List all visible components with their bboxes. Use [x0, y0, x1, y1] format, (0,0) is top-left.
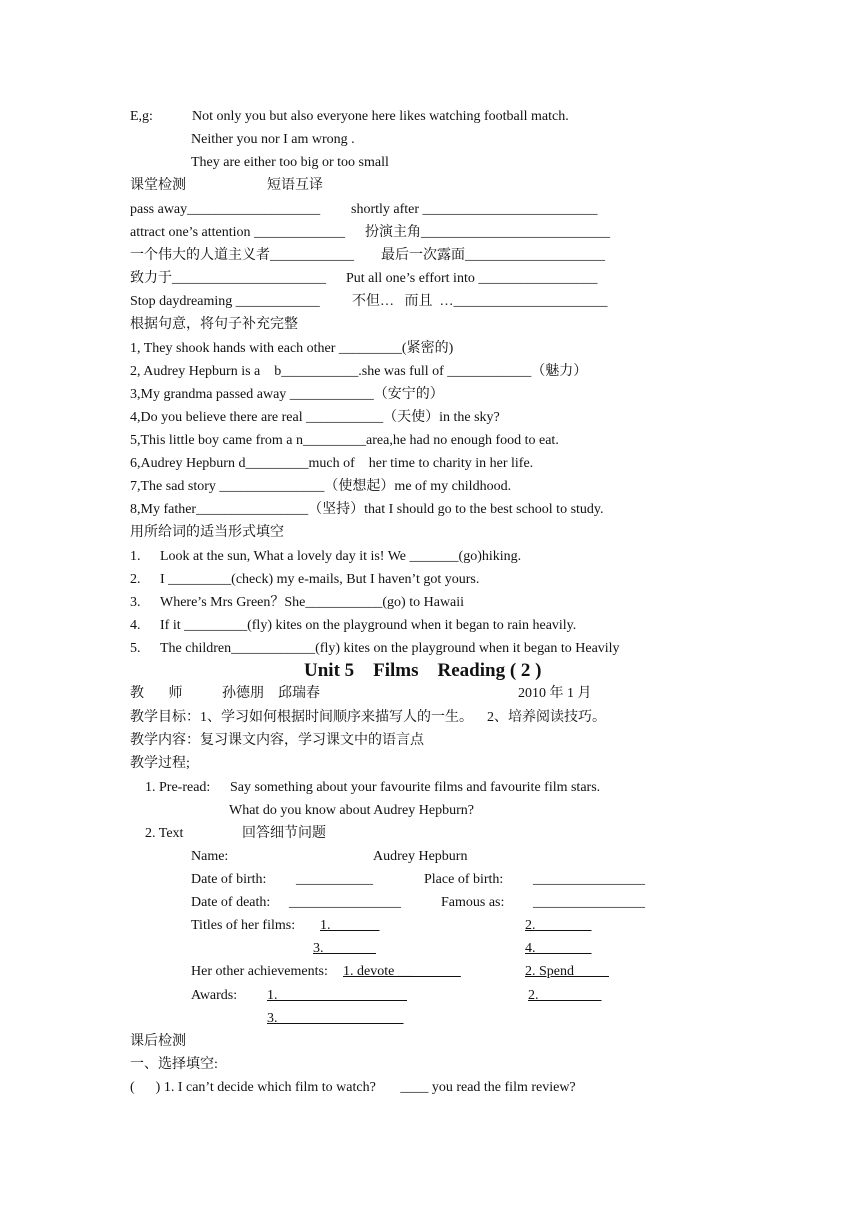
award-blank: 2. — [528, 988, 602, 1003]
after-subheading: 一、选择填空: — [130, 1057, 218, 1072]
complete-heading: 根据句意，将句子补充完整 — [130, 317, 298, 332]
forms-item: The children____________(fly) kites on the playground when it began to Heavily — [160, 641, 620, 656]
forms-item: Look at the sun, What a lovely day it is! We _______(go)hiking. — [160, 549, 522, 564]
choice-question-1: ( ) 1. I can’t decide which film to watch? ____ you read the film review? — [130, 1080, 576, 1095]
forms-heading: 用所给词的适当形式填空 — [130, 525, 284, 540]
complete-item: 4,Do you believe there are real ___________（天使）in the sky? — [130, 410, 500, 425]
after-heading: 课后检测 — [130, 1034, 186, 1049]
film-title-blank: 2. — [525, 918, 592, 933]
pob-blank: ________________ — [533, 872, 645, 887]
award-blank: 1. — [267, 988, 407, 1003]
complete-item: 5,This little boy came from a n_________area,he had no enough food to eat. — [130, 433, 559, 448]
famous-label: Famous as: — [441, 895, 505, 910]
dod-blank: ________________ — [289, 895, 401, 910]
preread-question-2: What do you know about Audrey Hepburn? — [229, 803, 474, 818]
forms-item-number: 3. — [130, 595, 141, 610]
teaching-content: 教学内容：复习课文内容，学习课文中的语言点 — [130, 733, 424, 748]
dob-label: Date of birth: — [191, 872, 267, 887]
eg-sentence-2: Neither you nor I am wrong . — [191, 132, 355, 147]
titles-label: Titles of her films: — [191, 918, 296, 933]
forms-item-number: 4. — [130, 618, 141, 633]
forms-item-number: 1. — [130, 549, 141, 564]
forms-item: I _________(check) my e-mails, But I haven’t got yours. — [160, 572, 480, 587]
film-title-blank: 3. — [313, 941, 376, 956]
dob-blank: ___________ — [296, 872, 373, 887]
preread-question-1: Say something about your favourite films and favourite film stars. — [230, 780, 601, 795]
phrase-right: 最后一次露面____________________ — [381, 248, 605, 263]
name-label: Name: — [191, 849, 229, 864]
famous-blank: ________________ — [533, 895, 645, 910]
complete-item: 1, They shook hands with each other _________(紧密的) — [130, 341, 454, 356]
phrase-left: 致力于______________________ — [130, 271, 326, 286]
complete-item: 7,The sad story _______________（使想起）me of my childhood. — [130, 479, 512, 494]
awards-label: Awards: — [191, 988, 238, 1003]
film-title-blank: 1. — [320, 918, 380, 933]
forms-item-number: 2. — [130, 572, 141, 587]
phrase-left: attract one’s attention _____________ — [130, 225, 346, 240]
teaching-process: 教学过程; — [130, 756, 190, 771]
award-blank: 3. — [267, 1011, 404, 1026]
pob-label: Place of birth: — [424, 872, 504, 887]
phrase-right: 不但… 而且 …______________________ — [352, 294, 608, 309]
achievement-blank: 2. Spend — [525, 964, 609, 979]
dod-label: Date of death: — [191, 895, 271, 910]
phrase-right: 扮演主角___________________________ — [365, 225, 610, 240]
phrase-right: Put all one’s effort into _________________ — [346, 271, 598, 286]
complete-item: 8,My father________________（坚持）that I should go to the best school to study. — [130, 502, 604, 517]
unit-title: Unit 5 Films Reading ( 2 ) — [304, 660, 542, 681]
check-heading: 课堂检测 — [130, 178, 186, 193]
check-subheading: 短语互译 — [267, 178, 323, 193]
complete-item: 2, Audrey Hepburn is a b___________.she was full of ____________（魅力） — [130, 364, 588, 379]
film-title-blank: 4. — [525, 941, 592, 956]
eg-sentence-1: Not only you but also everyone here likes watching football match. — [192, 109, 569, 124]
phrase-left: Stop daydreaming ____________ — [130, 294, 320, 309]
teaching-goals: 教学目标：1、学习如何根据时间顺序来描写人的一生。 2、培养阅读技巧。 — [130, 710, 606, 725]
teacher-label: 教 师 — [130, 686, 183, 701]
teacher-names: 孙德朋 邱瑞春 — [222, 686, 320, 701]
forms-item-number: 5. — [130, 641, 141, 656]
text-label: 2. Text — [145, 826, 184, 841]
complete-item: 6,Audrey Hepburn d_________much of her time to charity in her life. — [130, 456, 534, 471]
eg-label: E,g: — [130, 109, 153, 124]
text-sub: 回答细节问题 — [242, 826, 326, 841]
forms-item: If it _________(fly) kites on the playground when it began to rain heavily. — [160, 618, 577, 633]
eg-sentence-3: They are either too big or too small — [191, 155, 389, 170]
phrase-right: shortly after _________________________ — [351, 202, 598, 217]
name-value: Audrey Hepburn — [373, 849, 468, 864]
achievement-blank: 1. devote __ — [343, 964, 461, 979]
phrase-left: 一个伟大的人道主义者____________ — [130, 248, 354, 263]
achievements-label: Her other achievements: — [191, 964, 328, 979]
complete-item: 3,My grandma passed away ____________（安宁的） — [130, 387, 444, 402]
preread-label: 1. Pre-read: — [145, 780, 211, 795]
lesson-date: 2010 年 1 月 — [518, 686, 592, 701]
forms-item: Where’s Mrs Green？She___________(go) to Hawaii — [160, 595, 465, 610]
phrase-left: pass away___________________ — [130, 202, 321, 217]
